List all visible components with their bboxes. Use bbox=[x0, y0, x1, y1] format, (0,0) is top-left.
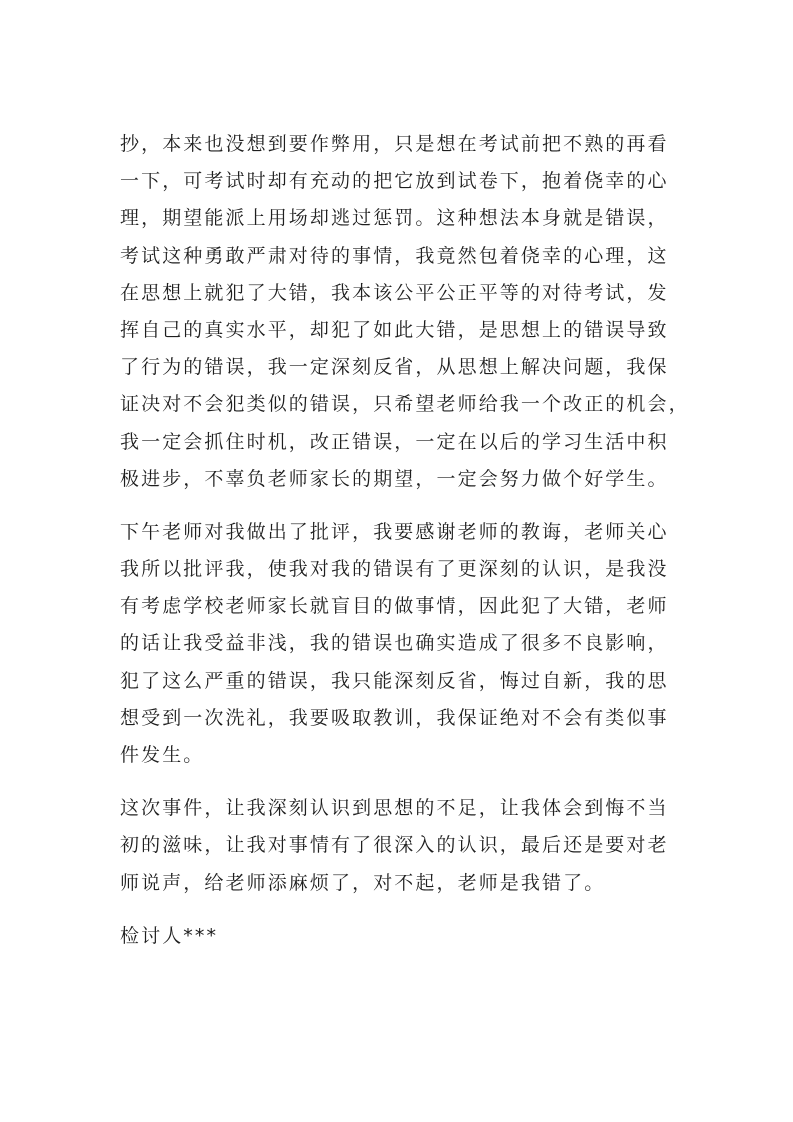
paragraph-line: 有考虑学校老师家长就盲目的做事情，因此犯了大错，老师 bbox=[120, 595, 669, 618]
paragraph-line: 考试这种勇敢严肃对待的事情，我竟然包着侥幸的心理，这 bbox=[120, 244, 669, 267]
paragraph-spacer bbox=[120, 774, 682, 790]
paragraph-line: 下午老师对我做出了批评，我要感谢老师的教诲，老师关心 bbox=[120, 520, 669, 543]
paragraph-line: 极进步，不辜负老师家长的期望，一定会努力做个好学生。 bbox=[120, 467, 669, 490]
paragraph-line: 我一定会抓住时机，改正错误，一定在以后的学习生活中积 bbox=[120, 430, 669, 453]
paragraph-line: 我所以批评我，使我对我的错误有了更深刻的认识，是我没 bbox=[120, 558, 669, 581]
paragraph-line: 这次事件，让我深刻认识到思想的不足，让我体会到悔不当 bbox=[120, 797, 669, 820]
signature: 检讨人*** bbox=[120, 924, 219, 947]
paragraph-spacer bbox=[120, 498, 682, 514]
paragraph-1 bbox=[120, 126, 690, 498]
document-page bbox=[120, 126, 690, 955]
paragraph-line: 的话让我受益非浅，我的错误也确实造成了很多不良影响， bbox=[120, 632, 669, 655]
paragraph-2 bbox=[120, 514, 682, 774]
paragraph-3 bbox=[120, 790, 682, 902]
paragraph-line: 理，期望能派上用场却逃过惩罚。这种想法本身就是错误， bbox=[120, 207, 669, 230]
paragraph-line: 一下，可考试时却有充动的把它放到试卷下，抱着侥幸的心 bbox=[120, 170, 669, 193]
paragraph-line: 抄，本来也没想到要作弊用，只是想在考试前把不熟的再看 bbox=[120, 133, 669, 155]
paragraph-line: 挥自己的真实水平，却犯了如此大错，是思想上的错误导致 bbox=[120, 318, 669, 341]
paragraph-line: 证决对不会犯类似的错误，只希望老师给我一个改正的机会， bbox=[120, 393, 690, 416]
paragraph-line: 件发生。 bbox=[120, 744, 205, 766]
paragraph-line: 初的滋味，让我对事情有了很深入的认识，最后还是要对老 bbox=[120, 834, 669, 857]
paragraph-line: 犯了这么严重的错误，我只能深刻反省，悔过自新，我的思 bbox=[120, 669, 669, 692]
paragraph-line: 想受到一次洗礼，我要吸取教训，我保证绝对不会有类似事 bbox=[120, 706, 669, 729]
paragraph-line: 师说声，给老师添麻烦了，对不起，老师是我错了。 bbox=[120, 871, 606, 894]
paragraph-line: 在思想上就犯了大错，我本该公平公正平等的对待考试，发 bbox=[120, 281, 669, 304]
paragraph-line: 了行为的错误，我一定深刻反省，从思想上解决问题，我保 bbox=[120, 356, 669, 379]
paragraph-spacer bbox=[120, 902, 682, 918]
